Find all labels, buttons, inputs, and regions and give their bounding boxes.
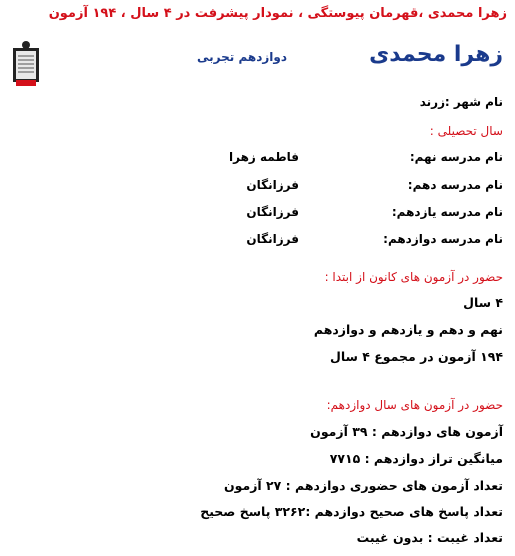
twelfth-in-person-exams: تعداد آزمون های حضوری دوازدهم : ۲۷ آزمون — [223, 478, 503, 493]
attendance-all-total: ۱۹۴ آزمون در مجموع ۴ سال — [330, 349, 503, 364]
student-name: زهرا محمدی — [369, 42, 503, 67]
attendance-all-grades: نهم و دهم و یازدهم و دوازدهم — [313, 322, 503, 337]
student-grade: دوازدهم تجربی — [197, 50, 287, 64]
attendance-twelfth-title: حضور در آزمون های سال دوازدهم: — [326, 398, 503, 412]
attendance-all-title: حضور در آزمون های کانون از ابتدا : — [324, 270, 503, 284]
education-title: سال تحصیلی : — [429, 124, 503, 138]
twelfth-average-level: میانگین تراز دوازدهم : ۷۷۱۵ — [329, 451, 503, 466]
school-12-label: نام مدرسه دوازدهم: — [383, 232, 503, 246]
city-label: نام شهر : — [444, 95, 503, 109]
school-11-value: فرزانگان — [246, 205, 299, 219]
city-value: زرند — [419, 95, 445, 109]
attendance-all-years: ۴ سال — [463, 295, 503, 310]
school-10-value: فرزانگان — [246, 178, 299, 192]
school-9-label: نام مدرسه نهم: — [409, 150, 503, 164]
page-banner: زهرا محمدی ،قهرمان پیوستگی ، نمودار پیشرفت در ۴ سال ، ۱۹۴ آزمون — [48, 6, 507, 21]
twelfth-correct-answers: تعداد پاسخ های صحیح دوازدهم :۳۲۶۲ پاسخ صحیح — [200, 504, 503, 519]
school-11-label: نام مدرسه یازدهم: — [391, 205, 503, 219]
twelfth-exams: آزمون های دوازدهم : ۳۹ آزمون — [310, 424, 503, 439]
school-12-value: فرزانگان — [246, 232, 299, 246]
twelfth-absences: تعداد غیبت : بدون غیبت — [356, 530, 503, 545]
school-10-label: نام مدرسه دهم: — [407, 178, 503, 192]
kanoon-logo-icon — [13, 40, 39, 86]
school-9-value: فاطمه زهرا — [229, 150, 299, 164]
